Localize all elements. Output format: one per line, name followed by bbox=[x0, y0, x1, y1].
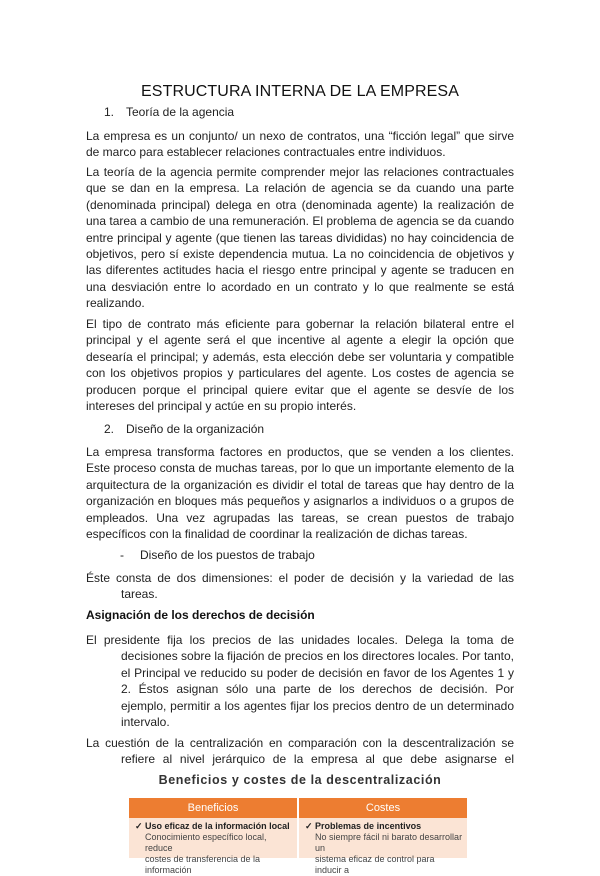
column-header-benefits: Beneficios bbox=[129, 798, 297, 818]
paragraph-4: La empresa transforma factores en productos, que se venden a los clientes. Este proceso consta de muchas tareas, por lo que un importante elemento de la arquitectura de la organización es dividir el total de tareas que hay dentro de la organización en bloques más pequeños y asignarlos a individuos o a grupos de empleados. Una vez agrupadas las tareas, se crean puestos de trabajo específicos con la finalidad de coordinar la realización de dichas tareas. bbox=[86, 445, 514, 542]
benefit-detail-1: Conocimiento específico local, reduce bbox=[145, 832, 267, 853]
benefit-detail-2: costes de transferencia de la información bbox=[145, 854, 261, 875]
section-label: Diseño de la organización bbox=[126, 422, 265, 436]
page-title: ESTRUCTURA INTERNA DE LA EMPRESA bbox=[141, 83, 459, 100]
paragraph-7-first-line: La cuestión de la centralización en comparación con la descentralización se bbox=[86, 736, 514, 750]
paragraph-5 bbox=[86, 570, 514, 603]
section-heading-organization bbox=[104, 421, 264, 437]
paragraph-3: El tipo de contrato más eficiente para gobernar la relación bilateral entre el principal y el agente será el que incentive al agente a elegir la opción que desearía el principal; y además, esta elección debe ser voluntaria y compatible con los objetivos propios y particulares del agente. Los costes de agencia se producen porque el principal quiere evitar que el agente se desvíe de los intereses del principal y actúe en su propio interés. bbox=[86, 317, 514, 414]
paragraph-2: La teoría de la agencia permite comprender mejor las relaciones contractuales que se dan en la empresa. La relación de agencia se da cuando una parte (denominada principal) delega en otra (denominada agente) la realización de una tarea a cambio de una remuneración. El problema de agencia se da cuando entre principal y agente (que tienen las tareas divididas) no hay coincidencia de objetivos, pero sí existe dependencia mutua. La no coincidencia de objetivos y las diferentes actitudes hacia el riesgo entre principal y agente se traducen en una desviación entre lo acordado en un contrato y lo que realmente se está realizando. bbox=[86, 165, 514, 311]
section-number: 2. bbox=[104, 422, 115, 436]
costs-cell bbox=[299, 818, 467, 875]
paragraph-5-rest: tareas. bbox=[121, 587, 158, 602]
benefit-lead: ✓ Uso eficaz de la información local bbox=[135, 821, 290, 831]
paragraph-6-first-line: El presidente fija los precios de las unidades locales. Delega la toma de bbox=[86, 633, 514, 647]
paragraph-5-first-line: Éste consta de dos dimensiones: el poder de decisión y la variedad de las bbox=[86, 571, 514, 585]
paragraph-7 bbox=[86, 735, 514, 768]
column-header-costs: Costes bbox=[299, 798, 467, 818]
subsection-heading: Asignación de los derechos de decisión bbox=[86, 608, 315, 622]
cost-detail-2: sistema eficaz de control para inducir a bbox=[315, 854, 435, 875]
section-label: Teoría de la agencia bbox=[126, 105, 235, 119]
bullet-label: Diseño de los puestos de trabajo bbox=[140, 548, 315, 562]
benefits-costs-table bbox=[129, 798, 467, 875]
bullet-item bbox=[120, 547, 315, 563]
cost-lead: ✓ Problemas de incentivos bbox=[305, 821, 422, 831]
section-number: 1. bbox=[104, 105, 115, 119]
paragraph-6 bbox=[86, 632, 514, 730]
section-heading-agency bbox=[104, 104, 234, 120]
bullet-mark: - bbox=[120, 548, 124, 562]
figure-title: Beneficios y costes de la descentralización bbox=[158, 773, 442, 787]
benefits-cell bbox=[129, 818, 297, 875]
paragraph-7-rest: refiere al nivel jerárquico de la empresa al que debe asignarse el bbox=[121, 752, 514, 767]
cost-detail-1: No siempre fácil ni barato desarrollar un bbox=[315, 832, 463, 853]
paragraph-1: La empresa es un conjunto/ un nexo de contratos, una “ficción legal” que sirve de marco para establecer relaciones contractuales entre individuos. bbox=[86, 129, 514, 160]
paragraph-6-rest: decisiones sobre la fijación de precios en los directores locales. Por tanto, el Principal ve reducido su poder de decisión en favor de los Agentes 1 y 2. Éstos asignan sólo una parte de los derechos de decisión. Por ejemplo, permitir a los agentes fijar los precios dentro de un determinado intervalo. bbox=[121, 649, 514, 730]
